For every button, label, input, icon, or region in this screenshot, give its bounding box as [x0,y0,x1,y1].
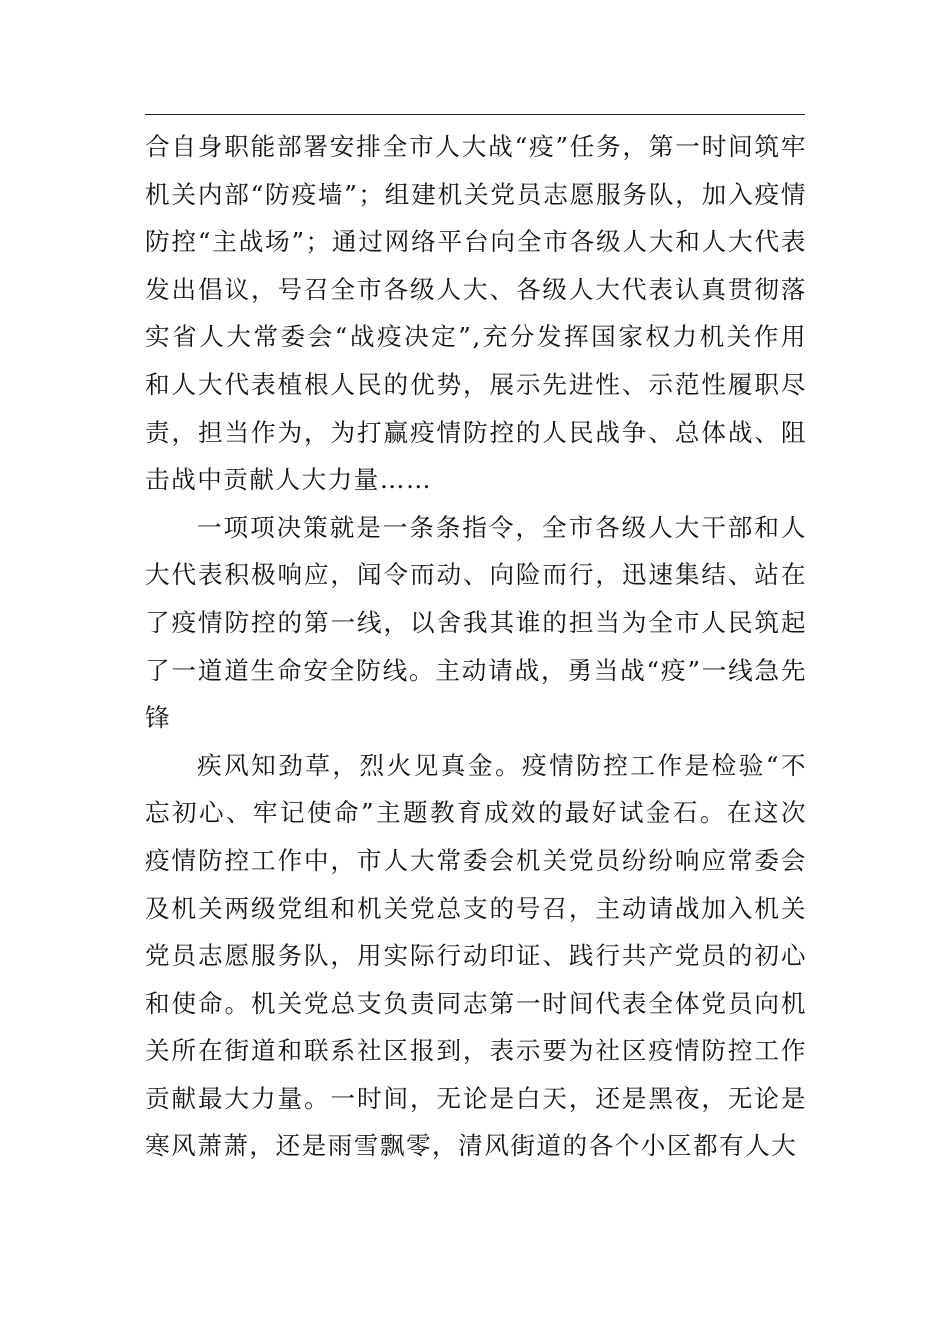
document-body [145,123,807,1170]
header-divider [145,114,805,115]
paragraph-3: 疾风知劲草，烈火见真金。疫情防控工作是检验“不忘初心、牢记使命”主题教育成效的最好试金石。在这次疫情防控工作中，市人大常委会机关党员纷纷响应常委会及机关两级党组和机关党总支的号召，主动请战加入机关党员志愿服务队，用实际行动印证、践行共产党员的初心和使命。机关党总支负责同志第一时间代表全体党员向机关所在街道和联系社区报到，表示要为社区疫情防控工作贡献最大力量。一时间，无论是白天，还是黑夜，无论是寒风萧萧，还是雨雪飘零，清风街道的各个小区都有人大 [145,750,807,1161]
paragraph-1: 合自身职能部署安排全市人大战“疫”任务，第一时间筑牢机关内部“防疫墙”；组建机关党员志愿服务队，加入疫情防控“主战场”；通过网络平台向全市各级人大和人大代表发出倡议，号召全市各级人大、各级人大代表认真贯彻落实省人大常委会“战疫决定”,充分发挥国家权力机关作用和人大代表植根人民的优势，展示先进性、示范性履职尽责，担当作为，为打赢疫情防控的人民战争、总体战、阻击战中贡献人大力量…… [145,132,807,495]
paragraph-2: 一项项决策就是一条条指令，全市各级人大干部和人大代表积极响应，闻令而动、向险而行，迅速集结、站在了疫情防控的第一线，以舍我其谁的担当为全市人民筑起了一道道生命安全防线。主动请战，勇当战“疫”一线急先锋 [145,512,807,733]
